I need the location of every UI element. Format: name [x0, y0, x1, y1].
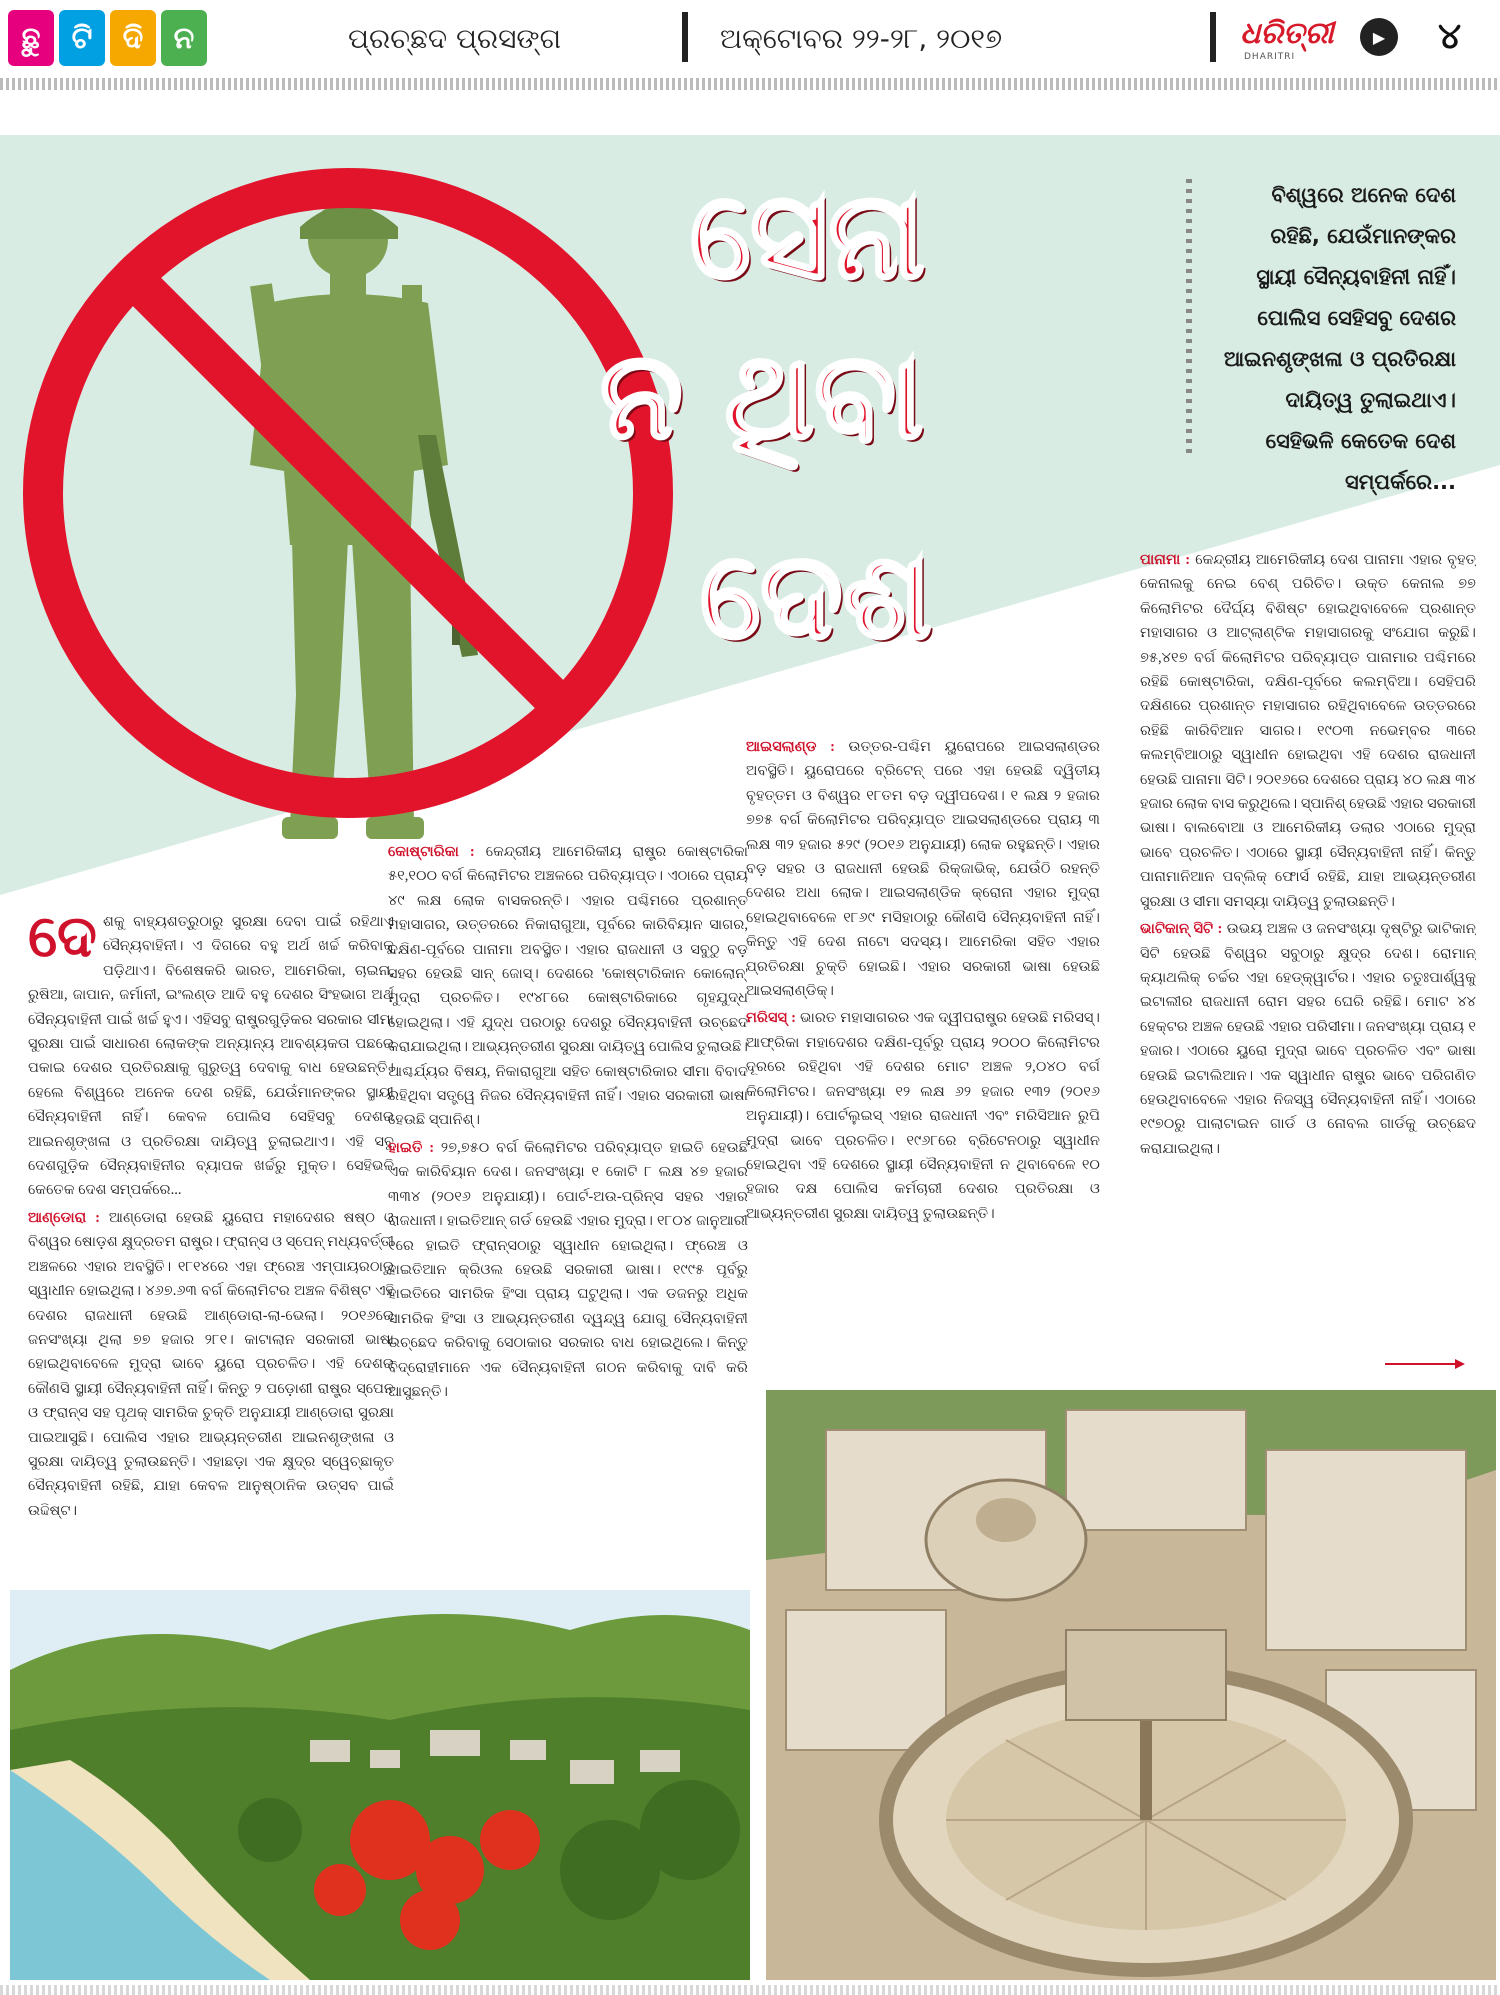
headline-line: ସେନା — [690, 165, 925, 306]
mauritius-paragraph — [746, 1006, 1100, 1226]
masthead-rule — [0, 78, 1500, 90]
mauritius-heading: ମରିସସ୍ : — [746, 1010, 796, 1027]
logo-letter: ନ — [161, 10, 207, 66]
issue-date: ଅକ୍ଟୋବର ୨୨-୨୮, ୨୦୧୭ — [720, 22, 1003, 55]
logo-letter: ଟି — [59, 10, 105, 66]
play-icon[interactable]: ▶ — [1360, 18, 1398, 56]
headline-line: ଦେଶ — [700, 525, 932, 666]
costarica-text: କେନ୍ଦ୍ରୀୟ ଆମେରିକୀୟ ରାଷ୍ଟ୍ର କୋଷ୍ଟାରିକା ୫୧,୧୦୦ ବର୍ଗ କିଲୋମିଟର ଅଞ୍ଚଳରେ ପରିବ୍ୟାପ୍ତ। ଏଠାରେ ପ୍ରାୟ ୪୯ ଲକ୍ଷ ଲୋକ ବାସକରନ୍ତି। ଏହାର ପଶ୍ଚିମରେ ପ୍ରଶାନ୍ତ ମହାସାଗର, ଉତ୍ତରରେ ନିକାରାଗୁଆ, ପୂର୍ବରେ କାରିବିୟାନ ସାଗର, ଦକ୍ଷିଣ-ପୂର୍ବରେ ପାନାମା ଅବସ୍ଥିତ। ଏହାର ରାଜଧାନୀ ଓ ସବୁଠୁ ବଡ଼ ସହର ହେଉଛି ସାନ୍ ଜୋସ୍। ଦେଶରେ 'କୋଷ୍ଟାରିକାନ କୋଲୋନ୍' ମୁଦ୍ରା ପ୍ରଚଳିତ। ୧୯୪୮ରେ କୋଷ୍ଟାରିକାରେ ଗୃହଯୁଦ୍ଧ ହୋଇଥିଲା। ଏହି ଯୁଦ୍ଧ ପରଠାରୁ ଦେଶରୁ ସୈନ୍ୟବାହିନୀ ଉଚ୍ଛେଦ କରାଯାଇଥିଲା। ଆଭ୍ୟନ୍ତରୀଣ ସୁରକ୍ଷା ଦାୟିତ୍ୱ ପୋଲିସ ତୁଲାଉଛି। ଆଶ୍ଚର୍ଯ୍ୟର ବିଷୟ, ନିକାରାଗୁଆ ସହିତ କୋଷ୍ଟାରିକାର ସୀମା ବିବାଦ ରହିଥିବା ସତ୍ତ୍ୱେ ନିଜର ସୈନ୍ୟବାହିନୀ ନାହିଁ। ଏହାର ସରକାରୀ ଭାଷା ହେଉଛି ସ୍ପାନିଶ୍। — [388, 844, 748, 1129]
haiti-heading: ହାଇତି : — [388, 1139, 435, 1156]
andorra-paragraph — [28, 1206, 394, 1523]
andorra-text: ଆଣ୍ଡୋରା ହେଉଛି ୟୁରୋପ ମହାଦେଶର ଷଷ୍ଠ ଓ ବିଶ୍ୱର ଷୋଡ଼ଶ କ୍ଷୁଦ୍ରତମ ରାଷ୍ଟ୍ର। ଫ୍ରାନ୍ସ ଓ ସ୍ପେନ୍ ମଧ୍ୟବର୍ତ୍ତୀ ଅଞ୍ଚଳରେ ଏହାର ଅବସ୍ଥିତି। ୧୮୧୪ରେ ଏହା ଫ୍ରେଞ୍ଚ ଏମ୍ପାୟରଠାରୁ ସ୍ୱାଧୀନ ହୋଇଥିଲା। ୪୬୭.୬୩ ବର୍ଗ କିଲୋମିଟର ଅଞ୍ଚଳ ବିଶିଷ୍ଟ ଏହି ଦେଶର ରାଜଧାନୀ ହେଉଛି ଆଣ୍ଡୋରା-ଲା-ଭେଲା। ୨୦୧୬ରେ ଜନସଂଖ୍ୟା ଥିଲା ୭୭ ହଜାର ୨୮୧। କାଟାଲାନ ସରକାରୀ ଭାଷା ହୋଇଥିବାବେଳେ ମୁଦ୍ରା ଭାବେ ୟୁରୋ ପ୍ରଚଳିତ। ଏହି ଦେଶର କୌଣସି ସ୍ଥାୟୀ ସୈନ୍ୟବାହିନୀ ନାହିଁ। କିନ୍ତୁ ୨ ପଡ଼ୋଶୀ ରାଷ୍ଟ୍ର ସ୍ପେନ୍ ଓ ଫ୍ରାନ୍ସ ସହ ପୃଥକ୍ ସାମରିକ ଚୁକ୍ତି ଅନୁଯାୟୀ ଆଣ୍ଡୋରା ସୁରକ୍ଷା ପାଇଆସୁଛି। ପୋଲିସ ଏହାର ଆଭ୍ୟନ୍ତରୀଣ ଆଇନଶୃଙ୍ଖଳା ଓ ସୁରକ୍ଷା ଦାୟିତ୍ୱ ତୁଲାଉଛନ୍ତି। ଏହାଛଡ଼ା ଏକ କ୍ଷୁଦ୍ର ସ୍ୱେଚ୍ଛାକୃତ ସୈନ୍ୟବାହିନୀ ରହିଛି, ଯାହା କେବଳ ଆନୁଷ୍ଠାନିକ ଉତ୍ସବ ପାଇଁ ଉଦ୍ଦିଷ୍ଟ। — [28, 1209, 394, 1519]
paper-logo[interactable] — [8, 10, 207, 66]
intro-line: ସମ୍ପର୍କରେ... — [1345, 470, 1456, 494]
intro-line: ସ୍ଥାୟୀ ସୈନ୍ୟବାହିନୀ ନାହିଁ। — [1256, 265, 1456, 289]
vatican-paragraph — [1140, 917, 1476, 1161]
article-column-1 — [28, 910, 394, 1550]
vatican-heading: ଭାଟିକାନ୍ ସିଟି : — [1140, 921, 1223, 938]
panama-heading: ପାନାମା : — [1140, 552, 1191, 568]
intro-line: ଆଇନଶୃଙ୍ଖଳା ଓ ପ୍ରତିରକ୍ଷା — [1223, 347, 1456, 371]
logo-letter: ଛୁ — [8, 10, 54, 66]
intro-line: ବିଶ୍ୱରେ ଅନେକ ଦେଶ — [1271, 183, 1456, 207]
footer-rule — [0, 1985, 1500, 1995]
opening-paragraph — [28, 910, 394, 1203]
no-army-sign-icon — [0, 135, 720, 855]
mauritius-text: ଭାରତ ମହାସାଗରର ଏକ ଦ୍ୱୀପରାଷ୍ଟ୍ର ହେଉଛି ମରିସସ୍। ଆଫ୍ରିକା ମହାଦେଶର ଦକ୍ଷିଣ-ପୂର୍ବରୁ ପ୍ରାୟ ୨୦୦୦ କିଲୋମିଟର ଦୂରରେ ରହିଥିବା ଏହି ଦେଶର ମୋଟ ଅଞ୍ଚଳ ୨,୦୪୦ ବର୍ଗ କିଲୋମିଟର। ଜନସଂଖ୍ୟା ୧୨ ଲକ୍ଷ ୬୨ ହଜାର ୧୩୨ (୨୦୧୬ ଅନୁଯାୟୀ)। ପୋର୍ଟଲୁଇସ୍ ଏହାର ରାଜଧାନୀ ଏବଂ ମରିସିଆନ ରୁପି ମୁଦ୍ରା ଭାବେ ପ୍ରଚଳିତ। ୧୯୬୮ରେ ବ୍ରିଟେନଠାରୁ ସ୍ୱାଧୀନ ହୋଇଥିବା ଏହି ଦେଶରେ ସ୍ଥାୟୀ ସୈନ୍ୟବାହିନୀ ନ ଥିବାବେଳେ ୧୦ ହଜାର ଦକ୍ଷ ପୋଲିସ କର୍ମଚାରୀ ଦେଶର ପ୍ରତିରକ୍ଷା ଓ ଆଭ୍ୟନ୍ତରୀଣ ସୁରକ୍ଷା ଦାୟିତ୍ୱ ତୁଲାଉଛନ୍ତି। — [746, 1010, 1100, 1222]
iceland-text: ଉତ୍ତର-ପଶ୍ଚିମ ୟୁରୋପରେ ଆଇସଲାଣ୍ଡର ଅବସ୍ଥିତି। ୟୁରୋପରେ ବ୍ରିଟେନ୍ ପରେ ଏହା ହେଉଛି ଦ୍ୱିତୀୟ ବୃହତ୍ତମ ଓ ବିଶ୍ୱର ୧୮ତମ ବଡ଼ ଦ୍ୱୀପଦେଶ। ୧ ଲକ୍ଷ ୨ ହଜାର ୭୭୫ ବର୍ଗ କିଲୋମିଟର ପରିବ୍ୟାପ୍ତ ଆଇସଲାଣ୍ଡରେ ପ୍ରାୟ ୩ ଲକ୍ଷ ୩୨ ହଜାର ୫୨୯ (୨୦୧୬ ଅନୁଯାୟୀ) ଲୋକ ରହୁଛନ୍ତି। ଏହାର ବଡ଼ ସହର ଓ ରାଜଧାନୀ ହେଉଛି ରିକ୍ଜାଭିକ୍, ଯେଉଁଠି ରହନ୍ତି ଦେଶର ଅଧା ଲୋକ। ଆଇସଲାଣ୍ଡିକ କ୍ରୋନା ଏହାର ମୁଦ୍ରା ହୋଇଥିବାବେଳେ ୧୮୬୯ ମସିହାଠାରୁ କୌଣସି ସୈନ୍ୟବାହିନୀ ନାହିଁ। କିନ୍ତୁ ଏହି ଦେଶ ନାଟୋ ସଦସ୍ୟ। ଆମେରିକା ସହିତ ଏହାର ପ୍ରତିରକ୍ଷା ଚୁକ୍ତି ହୋଇଛି। ଏହାର ସରକାରୀ ଭାଷା ହେଉଛି ଆଇସଲାଣ୍ଡିକ୍। — [746, 739, 1100, 1000]
intro-blurb — [1196, 175, 1456, 503]
article-column-2 — [388, 840, 748, 1485]
vatican-text: ଉଭୟ ଅଞ୍ଚଳ ଓ ଜନସଂଖ୍ୟା ଦୃଷ୍ଟିରୁ ଭାଟିକାନ୍ ସିଟି ହେଉଛି ବିଶ୍ୱର ସବୁଠାରୁ କ୍ଷୁଦ୍ର ଦେଶ। ରୋମାନ୍ କ୍ୟାଥଲିକ୍ ଚର୍ଚ୍ଚର ଏହା ହେଡ୍‌କ୍ୱାର୍ଟର। ଏହାର ଚତୁଃପାର୍ଶ୍ୱକୁ ଇଟାଲୀର ରାଜଧାନୀ ରୋମ ସହର ଘେରି ରହିଛି। ମୋଟ ୪୪ ହେକ୍ଟର ଅଞ୍ଚଳ ହେଉଛି ଏହାର ପରିସୀମା। ଜନସଂଖ୍ୟା ପ୍ରାୟ ୧ ହଜାର। ଏଠାରେ ୟୁରୋ ମୁଦ୍ରା ଭାବେ ପ୍ରଚଳିତ ଏବଂ ଭାଷା ହେଉଛି ଇଟାଲିଆନ। ଏକ ସ୍ୱାଧୀନ ରାଷ୍ଟ୍ର ଭାବେ ପରିଗଣିତ ହେଉଥିବାବେଳେ ଏହାର ନିଜସ୍ୱ ସୈନ୍ୟବାହିନୀ ନାହିଁ। ଏଠାରେ ୧୯୭୦ରୁ ପାଲାଟାଇନ ଗାର୍ଡ ଓ ନୋବଲ ଗାର୍ଡକୁ ଉଚ୍ଛେଦ କରାଯାଇଥିଲା। — [1140, 921, 1476, 1157]
andorra-heading: ଆଣ୍ଡୋରା : — [28, 1209, 100, 1226]
costarica-heading: କୋଷ୍ଟାରିକା : — [388, 844, 475, 860]
panama-paragraph — [1140, 548, 1476, 914]
logo-letter: ଦି — [110, 10, 156, 66]
iceland-heading: ଆଇସଲାଣ୍ଡ : — [746, 739, 835, 755]
coastline-photo — [10, 1590, 750, 1980]
headline-line: ନ ଥିବା — [600, 325, 924, 466]
drop-cap: ଦେ — [28, 910, 97, 969]
haiti-text: ୨୭,୭୫୦ ବର୍ଗ କିଲୋମିଟର ପରିବ୍ୟାପ୍ତ ହାଇତି ହେଉଛି ଏକ କାରିବିୟାନ ଦେଶ। ଜନସଂଖ୍ୟା ୧ କୋଟି ୮ ଲକ୍ଷ ୪୭ ହଜାର ୩୩୪ (୨୦୧୬ ଅନୁଯାୟୀ)। ପୋର୍ଟ-ଅଉ-ପ୍ରିନ୍ସ ସହର ଏହାର ରାଜଧାନୀ। ହାଇତିଆନ୍ ଗର୍ଡ ହେଉଛି ଏହାର ମୁଦ୍ରା। ୧୮୦୪ ଜାନୁଆରୀ ୧ରେ ହାଇତି ଫ୍ରାନ୍ସଠାରୁ ସ୍ୱାଧୀନ ହୋଇଥିଲା। ଫ୍ରେଞ୍ଚ ଓ ହାଇତିଆନ କ୍ରିଓଲ ହେଉଛି ସରକାରୀ ଭାଷା। ୧୯୯୫ ପୂର୍ବରୁ ହାଇତିରେ ସାମରିକ ହିଂସା ପ୍ରାୟ ଘଟୁଥିଲା। ଏକ ଡଜନରୁ ଅଧିକ ସାମରିକ ହିଂସା ଓ ଆଭ୍ୟନ୍ତରୀଣ ଦ୍ୱନ୍ଦ୍ୱ ଯୋଗୁ ସୈନ୍ୟବାହିନୀ ଉଚ୍ଛେଦ କରିବାକୁ ସେଠାକାର ସରକାର ବାଧ ହୋଇଥିଲେ। କିନ୍ତୁ ବିଦ୍ରୋହୀମାନେ ଏକ ସୈନ୍ୟବାହିନୀ ଗଠନ କରିବାକୁ ଦାବି କରି ଆସୁଛନ୍ତି। — [388, 1139, 748, 1400]
haiti-paragraph — [388, 1136, 748, 1404]
intro-dotted-rule — [1186, 179, 1192, 459]
vatican-aerial-photo — [766, 1390, 1496, 1980]
story-end-arrow-icon — [1385, 1357, 1465, 1371]
brand-subtitle: DHARITRI — [1244, 52, 1296, 62]
brand-logo[interactable]: ଧରିତ୍ରୀ — [1240, 16, 1334, 51]
intro-line: ଦାୟିତ୍ୱ ତୁଲାଇଥାଏ। — [1285, 388, 1456, 412]
divider — [1210, 12, 1216, 62]
divider — [682, 12, 688, 62]
panama-text: କେନ୍ଦ୍ରୀୟ ଆମେରିକୀୟ ଦେଶ ପାନାମା ଏହାର ବୃହତ୍ କେନାଲକୁ ନେଇ ବେଶ୍ ପରିଚିତ। ଉକ୍ତ କେନାଲ ୭୭ କିଲୋମିଟର ଦୈର୍ଘ୍ୟ ବିଶିଷ୍ଟ ହୋଇଥିବାବେଳେ ପ୍ରଶାନ୍ତ ମହାସାଗର ଓ ଆଟ୍ଲାଣ୍ଟିକ ମହାସାଗରକୁ ସଂଯୋଗ କରୁଛି। ୭୫,୪୧୭ ବର୍ଗ କିଲୋମିଟର ପରିବ୍ୟାପ୍ତ ପାନାମାର ପଶ୍ଚିମରେ ରହିଛି କୋଷ୍ଟାରିକା, ଦକ୍ଷିଣ-ପୂର୍ବରେ କଲମ୍ବିଆ। ସେହିପରି ଦକ୍ଷିଣରେ ପ୍ରଶାନ୍ତ ମହାସାଗର ରହିଥିବାବେଳେ ଉତ୍ତରରେ ରହିଛି କାରିବିଆନ ସାଗର। ୧୯୦୩ ନଭେମ୍ବର ୩ରେ କଲମ୍ବିଆଠାରୁ ସ୍ୱାଧୀନ ହୋଇଥିବା ଏହି ଦେଶର ରାଜଧାନୀ ହେଉଛି ପାନାମା ସିଟି। ୨୦୧୬ରେ ଦେଶରେ ପ୍ରାୟ ୪୦ ଲକ୍ଷ ୩୪ ହଜାର ଲୋକ ବାସ କରୁଥିଲେ। ସ୍ପାନିଶ୍ ହେଉଛି ଏହାର ସରକାରୀ ଭାଷା। ବାଲବୋଆ ଓ ଆମେରିକୀୟ ଡଲାର ଏଠାରେ ମୁଦ୍ରା ଭାବେ ପ୍ରଚଳିତ। ଏଠାରେ ସ୍ଥାୟୀ ସୈନ୍ୟବାହିନୀ ନାହିଁ। କିନ୍ତୁ ପାନାମାନିଆନ ପବ୍ଲିକ୍ ଫୋର୍ସ ରହିଛି, ଯାହା ଆଭ୍ୟନ୍ତରୀଣ ସୁରକ୍ଷା ଓ ସୀମା ସମସ୍ୟା ଦାୟିତ୍ୱ ତୁଲାଉଛନ୍ତି। — [1140, 552, 1476, 910]
intro-line: ରହିଛି, ଯେଉଁମାନଙ୍କର — [1270, 224, 1456, 248]
intro-line: ସେହିଭଳି କେତେକ ଦେଶ — [1265, 429, 1456, 453]
costarica-paragraph — [388, 840, 748, 1133]
article-column-3 — [746, 735, 1100, 1445]
section-label: ପ୍ରଚ୍ଛଦ ପ୍ରସଙ୍ଗ — [348, 22, 562, 55]
opening-text: ଶକୁ ବାହ୍ୟଶତ୍ରୁଠାରୁ ସୁରକ୍ଷା ଦେବା ପାଇଁ ରହିଥାଏ ସୈନ୍ୟବାହିନୀ। ଏ ଦିଗରେ ବହୁ ଅର୍ଥ ଖର୍ଚ୍ଚ କରିବାକୁ ପଡ଼ିଥାଏ। ବିଶେଷକରି ଭାରତ, ଆମେରିକା, ଚାଇନା, ରୁଷିଆ, ଜାପାନ, ଜର୍ମାନୀ, ଇଂଲଣ୍ଡ ଆଦି ବହୁ ଦେଶର ସିଂହଭାଗ ଅର୍ଥ ସୈନ୍ୟବାହିନୀ ପାଇଁ ଖର୍ଚ୍ଚ ହୁଏ। ଏହିସବୁ ରାଷ୍ଟ୍ରଗୁଡ଼ିକର ସରକାର ସୀମା ସୁରକ୍ଷା ପାଇଁ ସାଧାରଣ ଲୋକଙ୍କ ଅନ୍ୟାନ୍ୟ ଆବଶ୍ୟକତା ପଛରେ ପକାଇ ଦେଶର ପ୍ରତିରକ୍ଷାକୁ ଗୁରୁତ୍ୱ ଦେବାକୁ ବାଧ ହେଉଛନ୍ତି। ହେଲେ ବିଶ୍ୱରେ ଅନେକ ଦେଶ ରହିଛି, ଯେଉଁମାନଙ୍କର ସ୍ଥାୟୀ ସୈନ୍ୟବାହିନୀ ନାହିଁ। କେବଳ ପୋଲିସ ସେହିସବୁ ଦେଶର ଆଇନଶୃଙ୍ଖଳା ଓ ପ୍ରତିରକ୍ଷା ଦାୟିତ୍ୱ ତୁଲାଇଥାଏ। ଏହି ସବୁ ଦେଶଗୁଡ଼ିକ ସୈନ୍ୟବାହିନୀର ବ୍ୟାପକ ଖର୍ଚ୍ଚରୁ ମୁକ୍ତ। ସେହିଭଳି କେତେକ ଦେଶ ସମ୍ପର୍କରେ... — [28, 914, 394, 1199]
intro-line: ପୋଲିସ ସେହିସବୁ ଦେଶର — [1257, 306, 1456, 330]
page-number: ୪ — [1438, 16, 1462, 57]
masthead — [0, 0, 1500, 78]
iceland-paragraph — [746, 735, 1100, 1003]
article-column-4 — [1140, 548, 1476, 1368]
